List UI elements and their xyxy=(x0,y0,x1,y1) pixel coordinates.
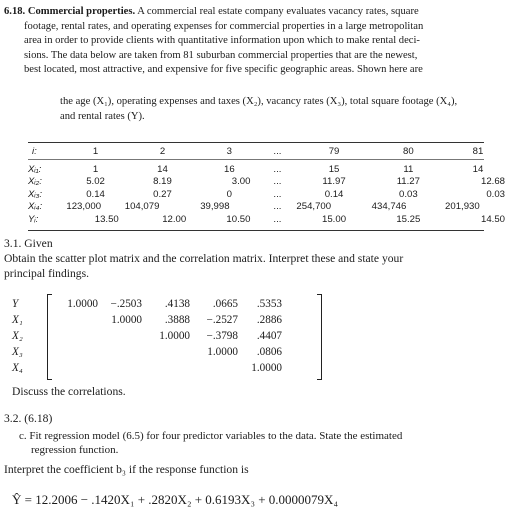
table-cell: 3.00 xyxy=(231,176,251,188)
table-row xyxy=(28,164,511,177)
part-c xyxy=(19,430,402,457)
table-cell: 14 xyxy=(472,163,484,175)
table-cell: 201,930 xyxy=(445,201,480,213)
matrix-cell: −.3798 xyxy=(206,330,238,342)
table-cell: 12.00 xyxy=(162,213,187,225)
table-cell: 12.68 xyxy=(480,176,505,188)
table-cell: ... xyxy=(273,201,282,213)
matrix-cell: .0665 xyxy=(212,298,238,310)
table-row xyxy=(28,201,511,214)
section-3-2-heading: 3.2. (6.18) xyxy=(4,412,53,425)
table-cell: 11.27 xyxy=(396,176,420,188)
matrix-row xyxy=(12,344,332,360)
table-cell: ... xyxy=(273,213,282,225)
table-cell: 13.50 xyxy=(94,213,119,225)
table-cell: 11 xyxy=(403,163,414,175)
row-label: Xᵢ₃: xyxy=(28,188,43,200)
problem-line: sions. The data below are taken from 81 suburban commercial properties that are the newest, xyxy=(24,49,418,61)
column-header: 3 xyxy=(226,146,232,157)
column-header: 79 xyxy=(328,146,340,157)
data-table xyxy=(28,146,511,227)
table-cell: 16 xyxy=(223,163,235,175)
column-header: 1 xyxy=(92,146,99,157)
matrix-row-label: X₄ xyxy=(12,362,23,374)
table-bottom-rule xyxy=(28,230,484,231)
matrix-cell: 1.0000 xyxy=(159,330,190,342)
problem-statement xyxy=(4,5,504,78)
matrix-cell: −.2527 xyxy=(206,314,238,326)
table-top-rule xyxy=(28,142,484,143)
table-header-row xyxy=(28,146,511,159)
table-cell: ... xyxy=(273,163,282,175)
table-cell: 15.25 xyxy=(396,213,421,225)
row-label: Xᵢ₄: xyxy=(28,201,43,213)
problem-line: A commercial real estate company evaluates vacancy rates, square xyxy=(137,6,419,17)
part-c-text: regression function. xyxy=(31,443,119,456)
table-cell: 14 xyxy=(157,163,168,175)
table-cell: 11.97 xyxy=(322,176,346,188)
matrix-row xyxy=(12,312,332,328)
column-header: 80 xyxy=(403,146,414,157)
table-row xyxy=(28,214,511,227)
table-cell: 0.14 xyxy=(324,188,344,200)
problem-number: 6.18. xyxy=(4,6,26,17)
matrix-row xyxy=(12,296,332,312)
column-header: ... xyxy=(273,146,282,157)
matrix-cell: .2886 xyxy=(256,314,282,326)
interpret-text: Interpret the coefficient b₃ if the response function is xyxy=(4,463,249,476)
problem-line: footage, rental rates, and operating expenses for commercial properties in a large metropolitan xyxy=(24,20,424,32)
table-cell: 434,746 xyxy=(371,201,407,213)
table-cell: ... xyxy=(273,176,282,188)
table-cell: 1 xyxy=(92,163,99,175)
section-heading: 3.1. Given xyxy=(4,237,53,250)
table-cell: 104,079 xyxy=(124,201,160,213)
matrix-row xyxy=(12,360,332,376)
section-text: principal findings. xyxy=(4,267,90,280)
table-row xyxy=(28,189,511,202)
table-cell: 8.19 xyxy=(153,176,172,188)
table-cell: 0.14 xyxy=(86,188,105,200)
matrix-row-label: Y xyxy=(12,298,19,310)
section-text: Obtain the scatter plot matrix and the correlation matrix. Interpret these and state your xyxy=(4,252,404,265)
matrix-row-label: X₃ xyxy=(12,346,23,358)
row-label: Xᵢ₂: xyxy=(28,176,42,188)
matrix-cell: 1.0000 xyxy=(207,346,238,358)
section-3-1 xyxy=(4,236,403,281)
table-cell: 5.02 xyxy=(86,176,105,188)
table-cell: 0.03 xyxy=(486,188,505,200)
matrix-cell: .0806 xyxy=(256,346,282,358)
column-header: 2 xyxy=(159,146,166,157)
column-header: 81 xyxy=(472,146,484,157)
matrix-cell: .5353 xyxy=(256,298,282,310)
matrix-cell: .4138 xyxy=(164,298,190,310)
table-cell: 0 xyxy=(226,188,232,200)
matrix-cell: 1.0000 xyxy=(251,362,282,374)
variables-line: and rental rates (Y). xyxy=(60,110,145,122)
variables-description xyxy=(60,95,457,124)
table-cell: 39,998 xyxy=(200,201,230,213)
matrix-cell: −.2503 xyxy=(110,298,142,310)
matrix-row-label: X₂ xyxy=(12,330,23,342)
part-c-text: c. Fit regression model (6.5) for four predictor variables to the data. State the estimated xyxy=(19,430,403,442)
table-cell: 0.03 xyxy=(399,188,418,200)
table-cell: 254,700 xyxy=(296,201,332,213)
problem-line: best located, most attractive, and expensive for five specific geographic areas. Shown here are xyxy=(24,64,423,76)
matrix-cell: 1.0000 xyxy=(111,314,142,326)
table-row xyxy=(28,176,511,189)
problem-line: area in order to provide clients with quantitative information upon which to make rental deci- xyxy=(24,35,420,47)
problem-title: Commercial properties. xyxy=(27,6,136,17)
variables-line: the age (X₁), operating expenses and taxes (X₂), vacancy rates (X₃), total square footage (X₄), xyxy=(60,96,458,107)
matrix-cell: .4407 xyxy=(256,330,282,342)
row-label: Xᵢ₁: xyxy=(28,163,42,175)
table-cell: 10.50 xyxy=(226,213,251,225)
matrix-cell: .3888 xyxy=(164,314,190,326)
matrix-cell: 1.0000 xyxy=(67,298,98,310)
matrix-row xyxy=(12,328,332,344)
discuss-text: Discuss the correlations. xyxy=(12,385,126,398)
table-cell: 14.50 xyxy=(480,213,505,225)
matrix-row-label: X₁ xyxy=(12,314,23,326)
row-label: i: xyxy=(32,146,37,157)
table-cell: 15.00 xyxy=(322,213,347,225)
row-label: Yᵢ: xyxy=(28,213,39,225)
table-cell: 123,000 xyxy=(66,201,102,213)
table-cell: ... xyxy=(273,188,282,200)
table-cell: 15 xyxy=(328,163,340,175)
table-cell: 0.27 xyxy=(153,188,172,200)
regression-equation: Ŷ = 12.2006 − .1420X₁ + .2820X₂ + 0.6193X₃ + 0.0000079X₄ xyxy=(12,492,338,507)
